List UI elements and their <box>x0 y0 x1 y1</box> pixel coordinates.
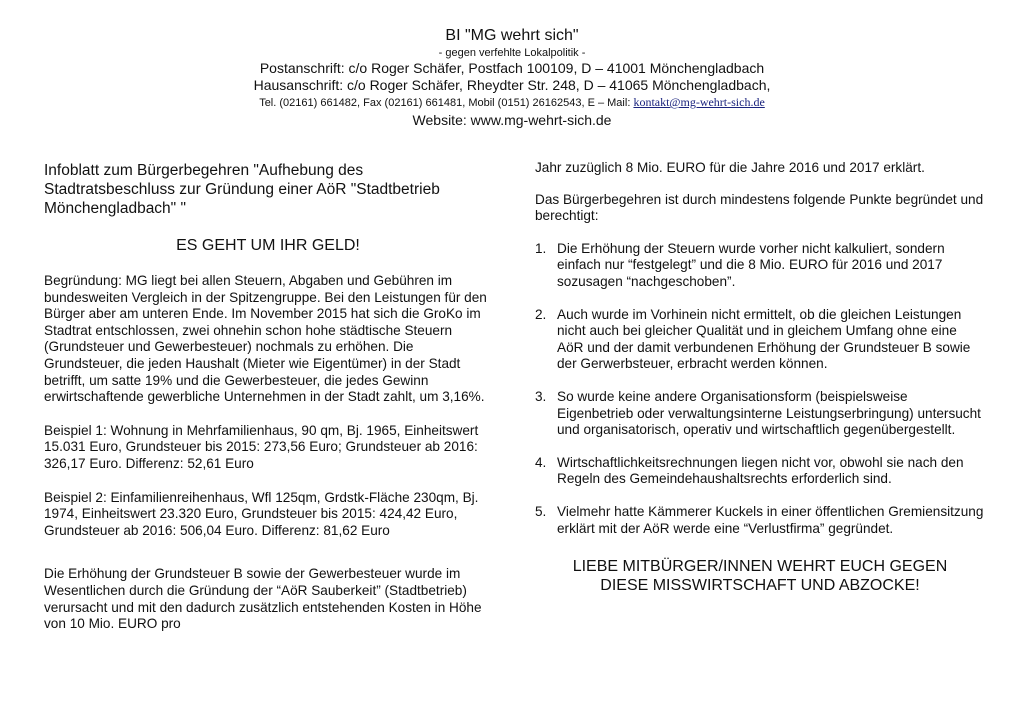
right-column <box>535 160 985 595</box>
erhoehung-paragraph: Die Erhöhung der Grundsteuer B sowie der Gewerbesteuer wurde im Wesentlichen durch die Gründung der “AöR Sauberkeit” (Stadtbetrieb) verursacht und mit den dadurch zusätzlich entstehenden Kosten in Höhe von 10 Mio. EURO pro <box>44 566 482 632</box>
list-number: 4. <box>535 454 547 470</box>
slogan-line-2: DIESE MISSWIRTSCHAFT UND ABZOCKE! <box>600 577 920 595</box>
list-item <box>535 389 985 439</box>
list-text: Auch wurde im Vorhinein nicht ermittelt, ob die gleichen Leistungen nicht auch bei gleicher Qualität und in gleichem Umfang ohne eine AöR und der damit verbundenen Erhöhung der Grundsteuer B sowie der Gerwerbsteuer, erbracht werden können. <box>557 306 971 372</box>
house-address: Hausanschrift: c/o Roger Schäfer, Rheydter Str. 248, D – 41065 Mönchengladbach, <box>253 77 771 93</box>
website[interactable]: Website: www.mg-wehrt-sich.de <box>412 112 612 128</box>
list-text: Wirtschaftlichkeitsrechnungen liegen nicht vor, obwohl sie nach den Regeln des Gemeindehaushaltsrechts erforderlich sind. <box>557 454 964 487</box>
reasons-list <box>535 241 985 537</box>
list-item <box>535 241 985 291</box>
email-link[interactable]: kontakt@mg-wehrt-sich.de <box>633 95 765 109</box>
begruendung-paragraph: Begründung: MG liegt bei allen Steuern, Abgaben und Gebühren im bundesweiten Vergleich in der Spitzengruppe. Bei den Leistungen für den Bürger aber am unteren Ende. Im November 2015 hat sich die GroKo im Stadtrat entschlossen, zwei ohnehin schon hohe städtische Steuern (Grundsteuer und Gewerbesteuer) nochmals zu erhöhen. Die Grundsteuer, die jeden Haushalt (Mieter wie Eigentümer) in der Stadt betrifft, um satte 19% und die Gewerbesteuer, die jedes Gewinn erwirtschaftende gewerbliche Unternehmen in der Stadt zahlt, um 3,16%. <box>44 273 487 405</box>
headline: ES GEHT UM IHR GELD! <box>176 237 360 254</box>
list-text: Die Erhöhung der Steuern wurde vorher nicht kalkuliert, sondern einfach nur “festgelegt” und die 8 Mio. EURO für 2016 und 2017 sozusagen “nachgeschoben”. <box>557 240 945 289</box>
list-number: 3. <box>535 388 547 404</box>
continuation-paragraph: Jahr zuzüglich 8 Mio. EURO für die Jahre 2016 und 2017 erklärt. <box>535 160 925 175</box>
list-number: 1. <box>535 240 547 256</box>
postal-address: Postanschrift: c/o Roger Schäfer, Postfach 100109, D – 41001 Mönchengladbach <box>259 60 765 76</box>
intro-paragraph: Das Bürgerbegehren ist durch mindestens folgende Punkte begründet und berechtigt: <box>535 191 984 224</box>
info-title: Infoblatt zum Bürgerbegehren "Aufhebung des Stadtratsbeschluss zur Gründung einer AöR "Stadtbetrieb Mönchengladbach" " <box>44 162 440 217</box>
list-item <box>535 504 985 537</box>
list-number: 2. <box>535 306 547 322</box>
left-column <box>44 161 492 633</box>
beispiel-1-paragraph: Beispiel 1: Wohnung in Mehrfamilienhaus, 90 qm, Bj. 1965, Einheitswert 15.031 Euro, Grundsteuer bis 2015: 273,56 Euro; Grundsteuer ab 2016: 326,17 Euro. Differenz: 52,61 Euro <box>44 422 479 471</box>
slogan-line-1: LIEBE MITBÜRGER/INNEN WEHRT EUCH GEGEN <box>572 558 948 576</box>
list-item <box>535 307 985 373</box>
list-text: So wurde keine andere Organisationsform (beispielsweise Eigenbetrieb oder verwaltungsinterne Leistungserbringung) untersucht und organisatorisch, operativ und wirtschaftlich gegenübergestellt. <box>557 388 981 438</box>
beispiel-2-paragraph: Beispiel 2: Einfamilienreihenhaus, Wfl 125qm, Grdstk-Fläche 230qm, Bj. 1974, Einheitswert 23.320 Euro, Grundsteuer bis 2015: 424,42 Euro, Grundsteuer ab 2016: 506,04 Euro. Differenz: 81,62 Euro <box>44 489 479 538</box>
list-number: 5. <box>535 503 547 519</box>
organisation-subtitle: - gegen verfehlte Lokalpolitik - <box>438 47 586 59</box>
letterhead <box>0 26 1024 129</box>
phone-numbers: Tel. (02161) 661482, Fax (02161) 661481, Mobil (0151) 26162543, E – Mail: <box>259 97 631 109</box>
contact-line <box>0 94 1024 111</box>
list-text: Vielmehr hatte Kämmerer Kuckels in einer öffentlichen Gremiensitzung erklärt mit der AöR werde eine “Verlustfirma” gegründet. <box>557 503 984 536</box>
closing-slogan <box>535 557 985 595</box>
list-item <box>535 455 985 488</box>
organisation-title: BI "MG wehrt sich" <box>445 27 579 44</box>
